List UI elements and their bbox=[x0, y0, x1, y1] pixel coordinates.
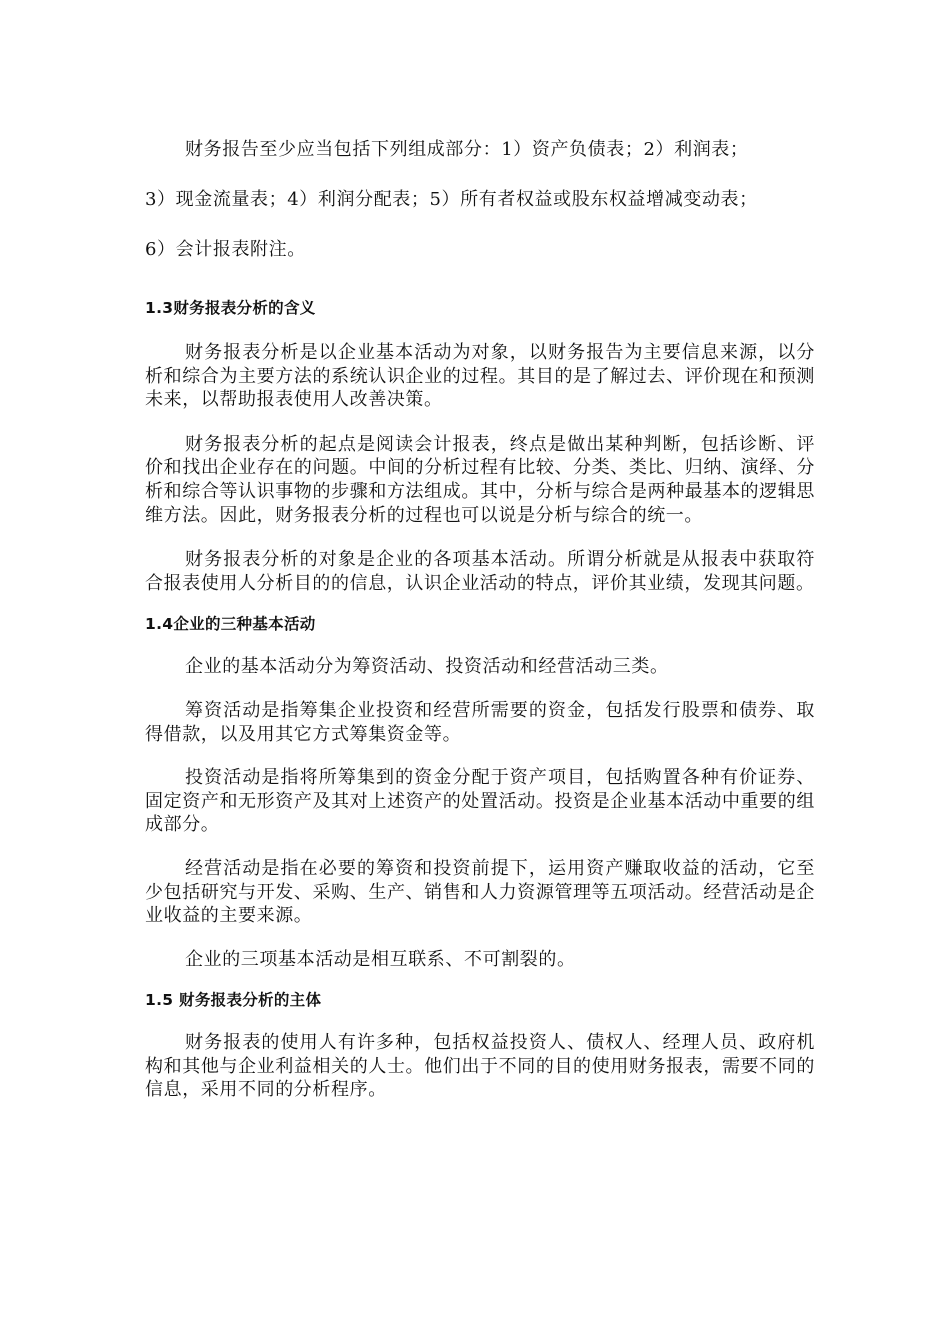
section-heading-1-5: 1.5 财务报表分析的主体 bbox=[145, 991, 322, 1010]
paragraph: 财务报表分析的起点是阅读会计报表，终点是做出某种判断，包括诊断、评价和找出企业存在的问题。中间的分析过程有比较、分类、类比、归纳、演绎、分析和综合等认识事物的步骤和方法组成。其中，分析与综合是两种最基本的逻辑思维方法。因此，财务报表分析的过程也可以说是分析与综合的统一。 bbox=[145, 433, 815, 526]
paragraph: 财务报表分析是以企业基本活动为对象，以财务报告为主要信息来源，以分析和综合为主要方法的系统认识企业的过程。其目的是了解过去、评价现在和预测未来，以帮助报表使用人改善决策。 bbox=[145, 342, 815, 411]
paragraph: 企业的基本活动分为筹资活动、投资活动和经营活动三类。 bbox=[185, 656, 669, 678]
paragraph: 筹资活动是指筹集企业投资和经营所需要的资金，包括发行股票和债券、取得借款，以及用其它方式筹集资金等。 bbox=[145, 699, 815, 745]
document-page bbox=[145, 138, 815, 1102]
paragraph: 投资活动是指将所筹集到的资金分配于资产项目，包括购置各种有价证券、固定资产和无形资产及其对上述资产的处置活动。投资是企业基本活动中重要的组成部分。 bbox=[145, 767, 815, 836]
section-heading-1-4: 1.4企业的三种基本活动 bbox=[145, 615, 316, 634]
intro-line-3: 6）会计报表附注。 bbox=[145, 239, 306, 260]
intro-line-1: 财务报告至少应当包括下列组成部分：1）资产负债表；2）利润表； bbox=[185, 139, 749, 160]
paragraph: 企业的三项基本活动是相互联系、不可割裂的。 bbox=[185, 948, 576, 970]
section-heading-1-3: 1.3财务报表分析的含义 bbox=[145, 299, 316, 317]
paragraph: 财务报表的使用人有许多种，包括权益投资人、债权人、经理人员、政府机构和其他与企业利益相关的人士。他们出于不同的目的使用财务报表，需要不同的信息，采用不同的分析程序。 bbox=[145, 1032, 815, 1101]
paragraph: 经营活动是指在必要的筹资和投资前提下，运用资产赚取收益的活动，它至少包括研究与开发、采购、生产、销售和人力资源管理等五项活动。经营活动是企业收益的主要来源。 bbox=[145, 857, 815, 927]
intro-line-2: 3）现金流量表；4）利润分配表；5）所有者权益或股东权益增减变动表； bbox=[145, 189, 758, 210]
paragraph: 财务报表分析的对象是企业的各项基本活动。所谓分析就是从报表中获取符合报表使用人分析目的的信息，认识企业活动的特点，评价其业绩，发现其问题。 bbox=[145, 549, 815, 594]
